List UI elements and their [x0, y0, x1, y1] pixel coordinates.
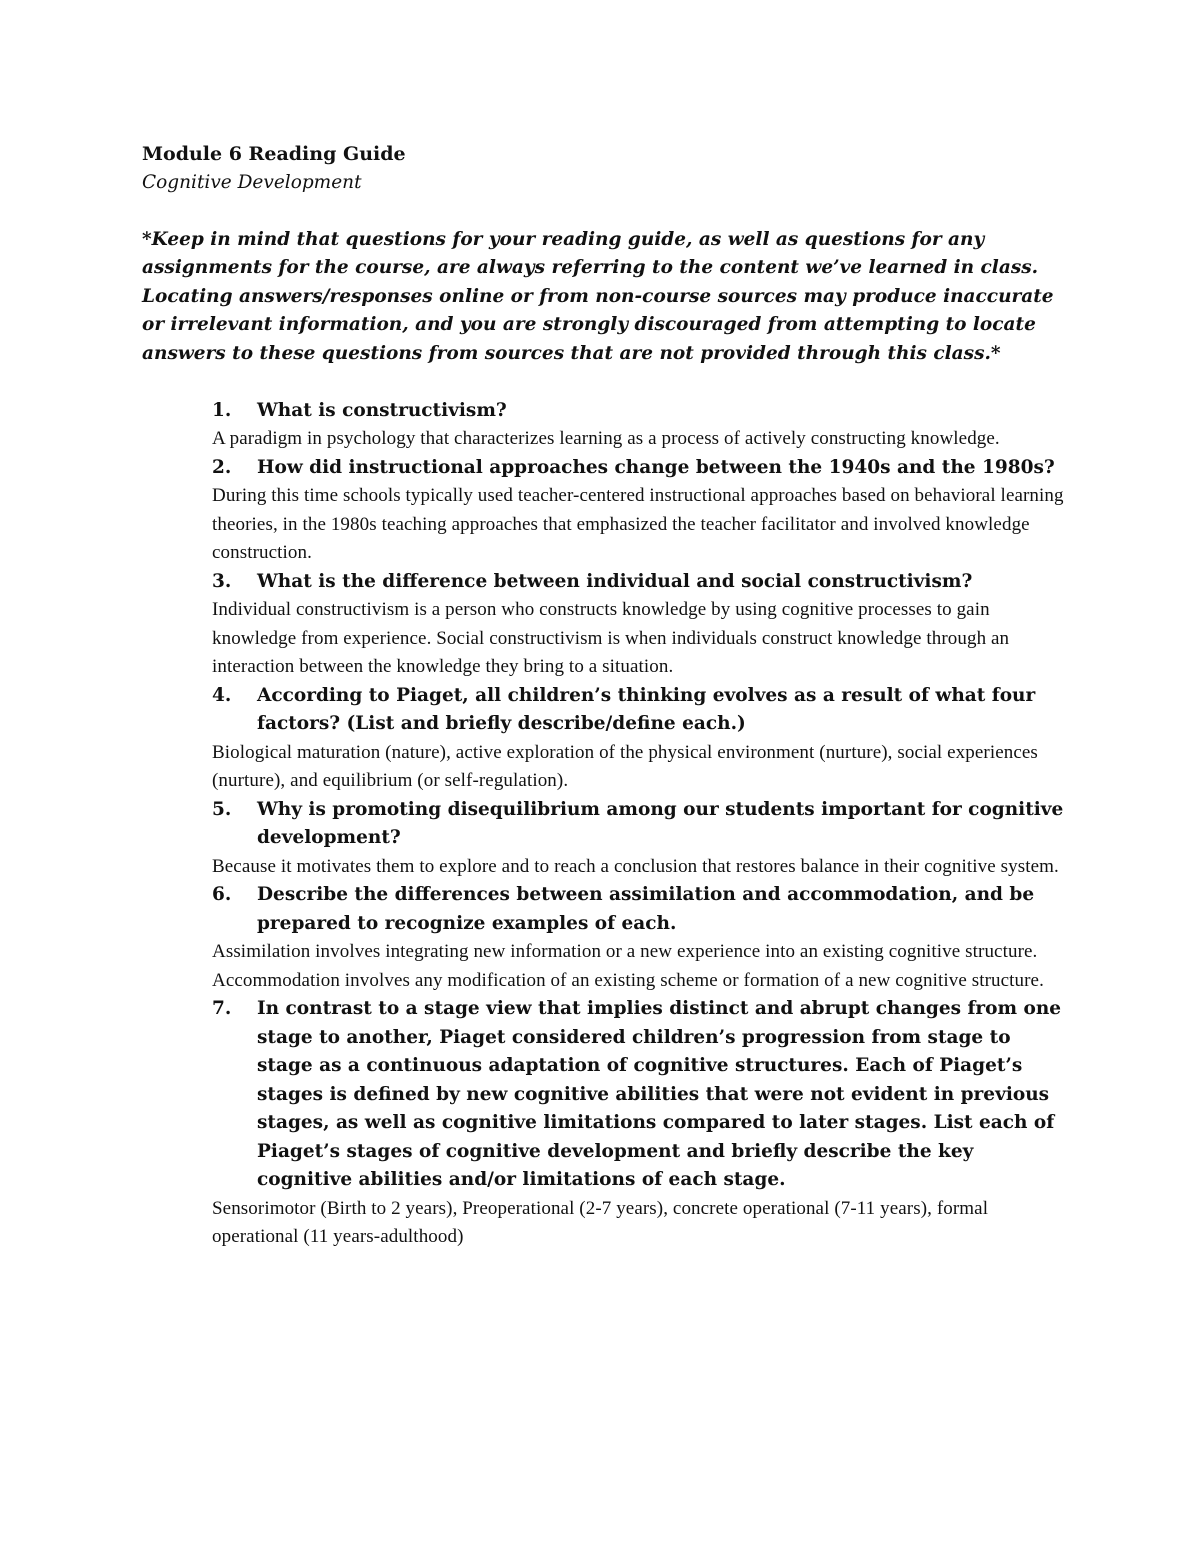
question-number: 2. [212, 456, 232, 478]
document-title: Module 6 Reading Guide [142, 143, 406, 165]
question-number: 7. [212, 998, 232, 1019]
answer-text: Assimilation involves integrating new information or a new experience into an existing cognitive structure. Accommodation involves any modification of an existing scheme or formation of a new cognitive structure. [212, 941, 1044, 991]
question-text: Describe the differences between assimilation and accommodation, and be prepared to recognize examples of each. [257, 884, 1035, 934]
question-item-5 [142, 796, 1072, 882]
answer-text: Biological maturation (nature), active exploration of the physical environment (nurture), social experiences (nurture), and equilibrium (or self-regulation). [212, 741, 1038, 791]
question-text: How did instructional approaches change between the 1940s and the 1980s? [257, 456, 1055, 478]
question-item-1 [142, 397, 1072, 454]
question-text: In contrast to a stage view that implies distinct and abrupt changes from one stage to another, Piaget considered children’s progression from stage to stage as a continuous adaptation of cognitive structures. Each of Piaget’s stages is defined by new cognitive abilities that were not evident in previous stages, as well as cognitive limitations compared to later stages. List each of Piaget’s stages of cognitive development and briefly describe the key cognitive abilities and/or limitations of each stage. [257, 998, 1062, 1190]
answer-text: A paradigm in psychology that characterizes learning as a process of actively constructing knowledge. [212, 428, 1000, 449]
answer-text: Individual constructivism is a person who constructs knowledge by using cognitive processes to gain knowledge from experience. Social constructivism is when individuals construct knowledge through an interaction between the knowledge they bring to a situation. [212, 599, 1010, 677]
document-content [142, 140, 1072, 1252]
question-text: What is constructivism? [257, 399, 507, 421]
question-text: What is the difference between individual and social constructivism? [257, 570, 973, 592]
question-number: 6. [212, 884, 232, 905]
document-subtitle: Cognitive Development [142, 171, 362, 193]
question-item-3 [142, 568, 1072, 682]
question-number: 3. [212, 570, 232, 592]
question-item-2 [142, 454, 1072, 568]
answer-text: Sensorimotor (Birth to 2 years), Preoperational (2-7 years), concrete operational (7-11 years), formal operational (11 years-adulthood) [212, 1197, 989, 1247]
question-item-6 [142, 881, 1072, 995]
question-text: According to Piaget, all children’s thinking evolves as a result of what four factors? (List and briefly describe/define each.) [257, 684, 1036, 734]
question-item-4 [142, 682, 1072, 796]
question-text: Why is promoting disequilibrium among our students important for cognitive development? [257, 798, 1064, 848]
instruction-note: *Keep in mind that questions for your reading guide, as well as questions for any assignments for the course, are always referring to the content we’ve learned in class. Locating answers/responses online or from non-course sources may produce inaccurate or irrelevant information, and you are strongly discouraged from attempting to locate answers to these questions from sources that are not provided through this class.* [142, 228, 1054, 364]
answer-text: Because it motivates them to explore and to reach a conclusion that restores balance in their cognitive system. [212, 855, 1059, 877]
question-number: 4. [212, 684, 232, 706]
question-number: 5. [212, 798, 232, 820]
answer-text: During this time schools typically used teacher-centered instructional approaches based on behavioral learning theories, in the 1980s teaching approaches that emphasized the teacher facilitator and involved knowledge construction. [212, 485, 1064, 563]
question-list [142, 397, 1072, 1252]
question-number: 1. [212, 399, 232, 421]
question-item-7 [142, 995, 1072, 1252]
